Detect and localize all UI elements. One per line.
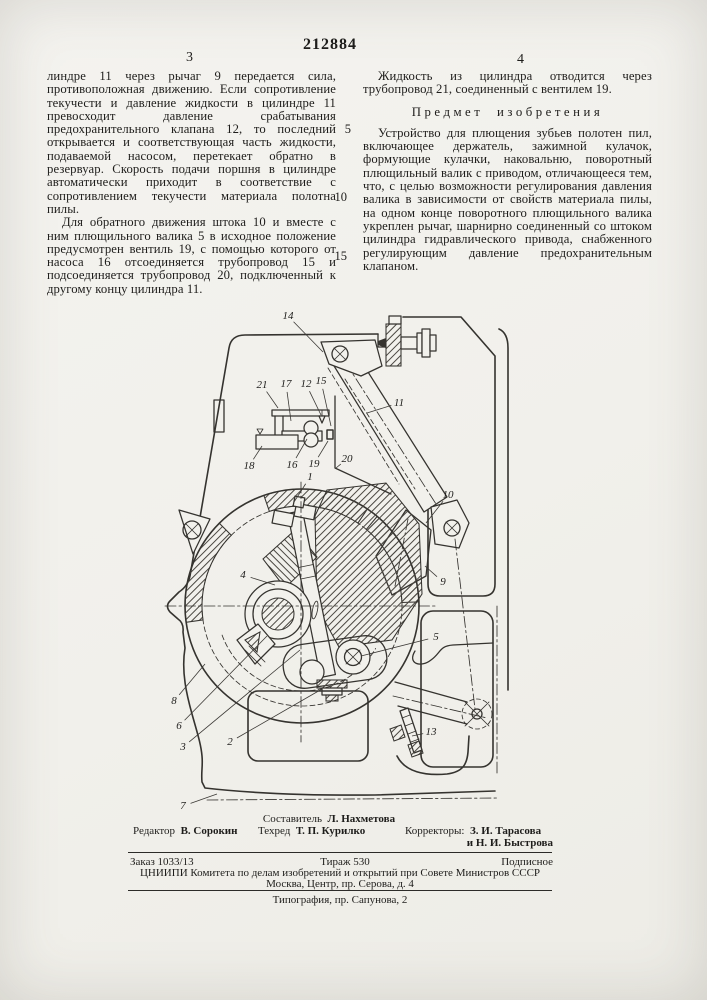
part-label-19: 19 bbox=[308, 458, 320, 470]
paragraph-left-2: Для обратного движения штока 10 и вместе с ним плющильного валика 5 в исходное положение предусмотрен вентиль 19, с помощью которого от насоса 16 отсоединяется трубопровод 15 и подсоединяется трубопровод 20, подключенный к другому концу цилиндра 11. bbox=[47, 215, 336, 296]
print-run: Тираж 530 bbox=[320, 856, 370, 868]
paragraph-right-1: Жидкость из цилиндра отводится через трубопровод 21, соединенный с вентилем 19. bbox=[363, 69, 652, 97]
margin-line-number-10: 10 bbox=[334, 190, 347, 204]
order-number: Заказ 1033/13 bbox=[130, 856, 194, 868]
page-number-right: 4 bbox=[517, 52, 524, 67]
compositor-line: Составитель Л. Нахметова bbox=[262, 813, 396, 825]
top-clamp-block bbox=[386, 324, 401, 366]
rod-clevis bbox=[431, 500, 469, 548]
techred-name: Т. П. Курилко bbox=[295, 825, 366, 837]
part-label-16: 16 bbox=[286, 459, 298, 471]
techred-line: Техред Т. П. Курилко bbox=[258, 825, 366, 837]
leader-line-6 bbox=[185, 636, 267, 720]
vent-valve bbox=[327, 430, 333, 439]
leader-line-20 bbox=[336, 464, 341, 468]
address-line: Москва, Центр, пр. Серова, д. 4 bbox=[266, 878, 414, 890]
lever-arm-curve bbox=[413, 643, 493, 664]
footer-divider bbox=[128, 852, 552, 853]
part-label-14: 14 bbox=[282, 310, 294, 322]
part-label-15: 15 bbox=[315, 375, 327, 387]
editor-line: Редактор В. Сорокин bbox=[133, 825, 238, 837]
printing-house-line: Типография, пр. Сапунова, 2 bbox=[272, 894, 408, 906]
part-label-3: 3 bbox=[180, 741, 186, 753]
corrector-line-2 bbox=[440, 837, 553, 849]
far-right-plate-edge bbox=[499, 329, 508, 690]
part-label-18: 18 bbox=[243, 460, 255, 472]
bottom-centerline bbox=[207, 798, 497, 800]
corrector-name-1: З. И. Тарасова bbox=[469, 825, 542, 837]
correctors-line: Корректоры: З. И. Тарасова bbox=[405, 825, 542, 837]
part-label-10: 10 bbox=[442, 489, 454, 501]
column-right bbox=[363, 70, 652, 273]
part-label-7: 7 bbox=[180, 800, 186, 812]
compositor-name: Л. Нахметова bbox=[327, 813, 396, 825]
part-label-5: 5 bbox=[433, 631, 439, 643]
cylinder-pivot-plate bbox=[321, 340, 382, 376]
organization-line: ЦНИИПИ Комитета по делам изобретений и открытий при Совете Министров СССР bbox=[139, 867, 541, 879]
patent-figure bbox=[95, 303, 615, 815]
cover-plate bbox=[248, 691, 368, 761]
relief-valve bbox=[319, 416, 325, 423]
part-label-13: 13 bbox=[425, 726, 437, 738]
patent-number: 212884 bbox=[303, 36, 357, 53]
corrector-name-2: и Н. И. Быстрова bbox=[466, 837, 553, 849]
paragraph-left-1: линдре 11 через рычаг 9 передается сила, противоположная движению. Если сопротивление текучести и давление жидкости в цилиндре 11 превосходит давление срабатывания предохранительного клапана 12, то последний открывается и соответствующая часть жидкости, подаваемой насосом, перетекает обратно в резервуар. Скорость подачи поршня в цилиндре автоматически приходит в соответствие с сопротивлением текучести материала полотна пилы. bbox=[47, 69, 336, 216]
pump-plate bbox=[256, 435, 298, 449]
machine-drawing bbox=[95, 303, 615, 815]
leader-line-7 bbox=[191, 794, 217, 803]
editor-name: В. Сорокин bbox=[180, 825, 238, 837]
leader-line-3 bbox=[189, 650, 300, 742]
section-heading: Предмет изобретения bbox=[411, 104, 604, 119]
part-label-9: 9 bbox=[440, 576, 446, 588]
leader-line-15 bbox=[323, 389, 331, 426]
part-label-21: 21 bbox=[256, 379, 268, 391]
column-left bbox=[47, 70, 336, 296]
leader-line-12 bbox=[309, 391, 321, 415]
lower-right-panel bbox=[421, 611, 493, 767]
leader-line-21 bbox=[267, 392, 278, 408]
part-label-4: 4 bbox=[240, 569, 246, 581]
footer-divider-2 bbox=[128, 890, 552, 891]
part-label-12: 12 bbox=[300, 378, 312, 390]
part-label-2: 2 bbox=[227, 736, 233, 748]
margin-line-number-15: 15 bbox=[334, 249, 347, 263]
subscription-note: Подписное bbox=[501, 856, 553, 868]
part-label-1: 1 bbox=[307, 471, 313, 483]
leader-line-19 bbox=[318, 441, 328, 457]
page-number-left: 3 bbox=[186, 50, 193, 65]
margin-line-number-5: 5 bbox=[344, 122, 351, 136]
cam-disc bbox=[315, 483, 422, 647]
part-label-6: 6 bbox=[176, 720, 182, 732]
hub-shaft bbox=[262, 598, 294, 630]
part-label-11: 11 bbox=[393, 397, 405, 409]
top-bolt-shaft bbox=[401, 337, 418, 349]
paragraph-right-2: Устройство для плющения зубьев полотен пил, включающее держатель, зажимной кулачок, формующие кулачки, наковальню, поворотный плющильный валик с приводом, отличающееся тем, что, с целью возможности регулирования давления валика в зависимости от свойств материала пилы, на одном конце поворотного плющильного валика укреплен рычаг, шарнирно соединенный со штоком цилиндра гидравлического привода, снабженного регулирующим давление предохранительным клапаном. bbox=[363, 125, 652, 273]
part-label-8: 8 bbox=[171, 695, 177, 707]
adjuster-bolt bbox=[317, 680, 347, 688]
drain-pipe bbox=[397, 736, 469, 774]
part-label-20: 20 bbox=[341, 453, 353, 465]
leader-line-14 bbox=[294, 322, 323, 352]
part-label-17: 17 bbox=[280, 378, 292, 390]
